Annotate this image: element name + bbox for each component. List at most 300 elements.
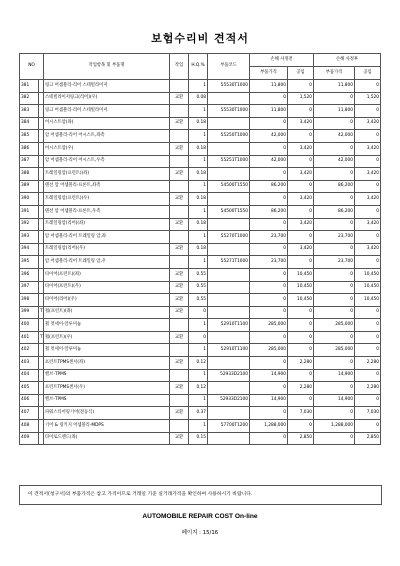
row-before-part: 0 [250, 268, 288, 281]
row-before-labor: 7,030 [288, 407, 314, 420]
row-code: 55271T1000 [208, 256, 250, 269]
row-no: 400 [20, 319, 39, 332]
row-item: 밸브-TPMS [44, 369, 170, 382]
row-item: 암 어셈블리-리어 트레일링 암,좌 [44, 231, 170, 244]
row-before-labor: 3,420 [288, 218, 314, 231]
row-before-part: 0 [250, 294, 288, 307]
row-before-part: 0 [250, 218, 288, 231]
row-work: 교환 [170, 268, 189, 281]
row-before-labor: 0 [288, 231, 314, 244]
row-after-labor: 0 [355, 155, 381, 168]
row-before-part: 0 [250, 432, 288, 445]
row-no: 398 [20, 294, 39, 307]
table-row [20, 407, 381, 420]
row-item: 기어 & 링키지 어셈블리-MDPS [44, 420, 170, 433]
row-item: 텐션 암 어셈블리-프론트,우측 [44, 205, 170, 218]
row-code [208, 193, 250, 206]
row-after-part: 1,288,000 [314, 420, 355, 433]
row-after-part: 0 [314, 306, 355, 319]
row-after-part: 14,900 [314, 369, 355, 382]
row-code [208, 281, 250, 294]
row-code: 55250T1000 [208, 130, 250, 143]
row-code [208, 407, 250, 420]
row-before-labor: 3,420 [288, 243, 314, 256]
row-no: 407 [20, 407, 39, 420]
row-qty: 1 [189, 180, 208, 193]
row-qty: 0.55 [189, 268, 208, 281]
row-code [208, 357, 250, 370]
row-no: 396 [20, 268, 39, 281]
row-before-part: 0 [250, 117, 288, 130]
table-row [20, 420, 381, 433]
row-no: 390 [20, 193, 39, 206]
row-qty: 1 [189, 394, 208, 407]
row-no: 397 [20, 281, 39, 294]
row-qty: 1 [189, 80, 208, 93]
row-after-part: 0 [314, 193, 355, 206]
row-after-labor: 10,450 [355, 281, 381, 294]
row-item: 휠(프런트)(좌) [44, 306, 170, 319]
row-mark: T [39, 331, 44, 344]
row-before-labor: 3,420 [288, 168, 314, 181]
row-code: 52933D2100 [208, 369, 250, 382]
row-no: 388 [20, 168, 39, 181]
row-after-part: 0 [314, 92, 355, 105]
row-work: 교환 [170, 357, 189, 370]
page-title: 보험수리비 견적서 [151, 32, 249, 45]
row-qty: 0.15 [189, 432, 208, 445]
row-no: 404 [20, 369, 39, 382]
row-after-labor: 0 [355, 130, 381, 143]
row-work: 교환 [170, 117, 189, 130]
row-qty: 0.18 [189, 218, 208, 231]
row-work [170, 205, 189, 218]
row-before-labor: 0 [288, 80, 314, 93]
header-no: NO [20, 54, 44, 80]
row-after-labor: 2,850 [355, 432, 381, 445]
row-after-part: 0 [314, 243, 355, 256]
table-row [20, 117, 381, 130]
row-after-part: 11,800 [314, 105, 355, 118]
row-code [208, 306, 250, 319]
footer-title: AUTOMOBILE REPAIR COST On-line [142, 513, 258, 520]
row-work [170, 155, 189, 168]
row-code [208, 268, 250, 281]
estimate-table [19, 53, 381, 445]
row-after-labor: 10,450 [355, 268, 381, 281]
header-after-labor: 공임 [355, 67, 381, 80]
row-work: 교환 [170, 331, 189, 344]
header-row [20, 54, 381, 67]
row-before-part: 42,000 [250, 155, 288, 168]
row-before-labor: 0 [288, 130, 314, 143]
table-row [20, 319, 381, 332]
row-work: 교환 [170, 281, 189, 294]
row-after-labor: 0 [355, 331, 381, 344]
row-qty: 0 [189, 331, 208, 344]
row-before-part: 23,700 [250, 231, 288, 244]
row-code: 54500T1550 [208, 180, 250, 193]
row-before-part: 285,000 [250, 319, 288, 332]
row-item: 파워스티어링기어(전동식) [44, 407, 170, 420]
row-no: 392 [20, 218, 39, 231]
header-after-part: 부품가격 [314, 67, 355, 80]
row-item: 트레일링암(리어)(좌) [44, 218, 170, 231]
row-no: 395 [20, 256, 39, 269]
row-qty: 0.18 [189, 142, 208, 155]
row-item: 암 어셈블리-리어 어시스트,우측 [44, 155, 170, 168]
row-work: 교환 [170, 92, 189, 105]
row-after-part: 285,000 [314, 344, 355, 357]
row-after-labor: 2,280 [355, 382, 381, 395]
row-after-labor: 3,420 [355, 193, 381, 206]
row-after-labor: 2,280 [355, 357, 381, 370]
row-before-part: 42,000 [250, 130, 288, 143]
row-after-part: 14,900 [314, 394, 355, 407]
row-item: 휠 엇세이-알루미늄 [44, 319, 170, 332]
row-after-part: 23,700 [314, 256, 355, 269]
row-before-labor: 0 [288, 344, 314, 357]
row-item: 어시스트암(좌) [44, 117, 170, 130]
row-qty: 0.18 [189, 243, 208, 256]
row-code [208, 142, 250, 155]
row-after-labor: 3,420 [355, 142, 381, 155]
table-row [20, 243, 381, 256]
row-before-part: 23,700 [250, 256, 288, 269]
row-after-labor: 7,030 [355, 407, 381, 420]
row-before-labor: 2,280 [288, 382, 314, 395]
row-after-labor: 3,420 [355, 243, 381, 256]
row-before-part: 0 [250, 168, 288, 181]
table-row [20, 394, 381, 407]
row-work: 교환 [170, 193, 189, 206]
row-before-part: 0 [250, 92, 288, 105]
row-item: 암 어셈블리-리어 트레일링 암,우 [44, 256, 170, 269]
row-after-part: 0 [314, 168, 355, 181]
row-qty: 0.12 [189, 382, 208, 395]
row-item: 트레일링암(리어)(우) [44, 243, 170, 256]
row-before-part: 0 [250, 281, 288, 294]
row-code [208, 168, 250, 181]
header-before-part: 부품가격 [250, 67, 288, 80]
row-no: 393 [20, 231, 39, 244]
table-row [20, 180, 381, 193]
row-work [170, 369, 189, 382]
row-code [208, 382, 250, 395]
row-before-part: 0 [250, 382, 288, 395]
table-row [20, 357, 381, 370]
row-before-part: 14,900 [250, 394, 288, 407]
row-before-labor: 0 [288, 205, 314, 218]
row-no: 391 [20, 205, 39, 218]
row-work: 교환 [170, 243, 189, 256]
row-code [208, 432, 250, 445]
row-code: 52933D2100 [208, 394, 250, 407]
row-work: 교환 [170, 306, 189, 319]
row-code [208, 218, 250, 231]
row-item: 타이로드엔드(좌) [44, 432, 170, 445]
table-row [20, 92, 381, 105]
row-after-part: 42,000 [314, 130, 355, 143]
row-item: 텐션 암 어셈블리-프론트,좌측 [44, 180, 170, 193]
row-qty: 1 [189, 231, 208, 244]
row-no: 381 [20, 80, 39, 93]
row-before-labor: 10,450 [288, 268, 314, 281]
row-before-labor: 0 [288, 306, 314, 319]
row-before-labor: 0 [288, 420, 314, 433]
row-after-part: 86,200 [314, 180, 355, 193]
row-before-part: 0 [250, 407, 288, 420]
row-before-part: 1,288,000 [250, 420, 288, 433]
row-after-labor: 0 [355, 319, 381, 332]
row-work [170, 130, 189, 143]
row-item: 트레일링암(프런트)(우) [44, 193, 170, 206]
row-after-labor: 0 [355, 180, 381, 193]
row-before-labor: 2,850 [288, 432, 314, 445]
row-qty: 0.55 [189, 281, 208, 294]
row-work [170, 231, 189, 244]
row-after-labor: 0 [355, 256, 381, 269]
row-after-labor: 3,420 [355, 218, 381, 231]
row-work [170, 420, 189, 433]
row-qty: 0 [189, 306, 208, 319]
row-no: 405 [20, 382, 39, 395]
row-item: 타이어(프런트)(우) [44, 281, 170, 294]
row-no: 409 [20, 432, 39, 445]
row-code [208, 92, 250, 105]
table-row [20, 331, 381, 344]
row-work [170, 394, 189, 407]
row-before-part: 11,800 [250, 105, 288, 118]
row-before-labor: 3,420 [288, 117, 314, 130]
table-row [20, 130, 381, 143]
row-item: 링크 어셈블리-리어 스테빌라이저 [44, 80, 170, 93]
row-after-labor: 0 [355, 369, 381, 382]
header-qty: H.Q.% [189, 54, 208, 80]
row-after-labor: 0 [355, 231, 381, 244]
header-work: 작업 [170, 54, 189, 80]
table-row [20, 205, 381, 218]
row-qty: 1 [189, 256, 208, 269]
row-after-part: 23,700 [314, 231, 355, 244]
table-row [20, 218, 381, 231]
row-qty: 0.18 [189, 117, 208, 130]
row-after-part: 0 [314, 218, 355, 231]
row-item: 프런트TPMS센서(좌) [44, 357, 170, 370]
row-qty: 1 [189, 319, 208, 332]
row-item: 어시스트암(우) [44, 142, 170, 155]
row-work: 교환 [170, 432, 189, 445]
row-mark: T [39, 306, 44, 319]
estimate-rows [20, 80, 381, 445]
row-item: 밸브-TPMS [44, 394, 170, 407]
row-code [208, 117, 250, 130]
row-qty: 1 [189, 420, 208, 433]
header-item: 작업항목 및 부품명 [44, 54, 170, 80]
row-before-part: 86,200 [250, 180, 288, 193]
row-before-part: 0 [250, 243, 288, 256]
row-qty: 1 [189, 130, 208, 143]
row-after-part: 0 [314, 281, 355, 294]
row-before-labor: 0 [288, 256, 314, 269]
row-before-labor: 10,450 [288, 281, 314, 294]
row-code: 57700T1200 [208, 420, 250, 433]
row-no: 384 [20, 117, 39, 130]
row-work [170, 80, 189, 93]
row-no: 403 [20, 357, 39, 370]
row-before-labor: 0 [288, 180, 314, 193]
row-before-part: 11,800 [250, 80, 288, 93]
row-code: 52910T1100 [208, 319, 250, 332]
row-code [208, 331, 250, 344]
row-before-labor: 3,420 [288, 142, 314, 155]
table-row [20, 432, 381, 445]
row-no: 385 [20, 130, 39, 143]
header-code: 부품코드 [208, 54, 250, 80]
row-after-part: 0 [314, 117, 355, 130]
row-after-labor: 3,420 [355, 168, 381, 181]
row-no: 408 [20, 420, 39, 433]
row-work [170, 319, 189, 332]
row-work: 교환 [170, 294, 189, 307]
row-after-part: 0 [314, 432, 355, 445]
row-no: 402 [20, 344, 39, 357]
table-row [20, 369, 381, 382]
row-no: 401 [20, 331, 39, 344]
row-before-labor: 2,280 [288, 357, 314, 370]
row-after-part: 285,000 [314, 319, 355, 332]
row-work [170, 344, 189, 357]
row-before-labor: 0 [288, 105, 314, 118]
row-qty: 0.18 [189, 168, 208, 181]
row-before-part: 0 [250, 306, 288, 319]
row-qty: 1 [189, 155, 208, 168]
row-after-part: 0 [314, 142, 355, 155]
row-item: 암 어셈블리-리어 어시스트,좌측 [44, 130, 170, 143]
header-before: 손해 사정전 [250, 54, 314, 67]
row-qty: 0.18 [189, 193, 208, 206]
table-row [20, 306, 381, 319]
row-before-labor: 0 [288, 369, 314, 382]
row-before-labor: 0 [288, 319, 314, 332]
table-row [20, 268, 381, 281]
row-item: 스테빌라이저링크(리어)(우) [44, 92, 170, 105]
row-qty: 0.55 [189, 294, 208, 307]
row-item: 휠 엇세이-알루미늄 [44, 344, 170, 357]
header-before-labor: 공임 [288, 67, 314, 80]
row-work [170, 105, 189, 118]
row-item: 타이어(리어)(우) [44, 294, 170, 307]
row-qty: 0.37 [189, 407, 208, 420]
table-row [20, 294, 381, 307]
row-after-labor: 0 [355, 105, 381, 118]
row-after-part: 0 [314, 357, 355, 370]
header-after: 손해 사정후 [314, 54, 381, 67]
table-row [20, 142, 381, 155]
row-after-part: 42,000 [314, 155, 355, 168]
table-row [20, 231, 381, 244]
row-code: 52910T1100 [208, 344, 250, 357]
row-before-part: 0 [250, 357, 288, 370]
row-qty: 1 [189, 205, 208, 218]
row-code: 54500T1550 [208, 205, 250, 218]
row-after-labor: 0 [355, 344, 381, 357]
table-row [20, 155, 381, 168]
row-no: 382 [20, 92, 39, 105]
row-before-labor: 0 [288, 394, 314, 407]
row-code: 55270T1000 [208, 231, 250, 244]
row-work: 교환 [170, 168, 189, 181]
row-after-labor: 0 [355, 80, 381, 93]
table-row [20, 344, 381, 357]
row-after-part: 0 [314, 331, 355, 344]
row-after-part: 0 [314, 407, 355, 420]
row-item: 링크 어셈블리-리어 스테빌라이저 [44, 105, 170, 118]
row-item: 타이어(프런트)(좌) [44, 268, 170, 281]
table-row [20, 80, 381, 93]
row-no: 383 [20, 105, 39, 118]
row-work: 교환 [170, 218, 189, 231]
row-after-labor: 0 [355, 205, 381, 218]
row-after-labor: 0 [355, 394, 381, 407]
row-qty: 1 [189, 369, 208, 382]
row-before-labor: 1,520 [288, 92, 314, 105]
row-before-labor: 3,420 [288, 193, 314, 206]
row-qty: 0.08 [189, 92, 208, 105]
row-before-labor: 10,450 [288, 294, 314, 307]
price-notice: 이 견적서(청구서)의 부품가격은 참고 가격이므로 거래일 기준 실거래가격을 확인하여 사용하시기 바랍니다. [19, 485, 382, 505]
row-before-part: 86,200 [250, 205, 288, 218]
row-before-part: 0 [250, 193, 288, 206]
row-after-labor: 0 [355, 420, 381, 433]
table-row [20, 193, 381, 206]
row-item: 프런트TPMS센서(우) [44, 382, 170, 395]
row-work: 교환 [170, 382, 189, 395]
row-before-part: 0 [250, 142, 288, 155]
row-qty: 0.12 [189, 357, 208, 370]
row-item: 트레일링암(프런트)(좌) [44, 168, 170, 181]
row-after-labor: 10,450 [355, 294, 381, 307]
table-row [20, 256, 381, 269]
row-work: 교환 [170, 407, 189, 420]
row-no: 399 [20, 306, 39, 319]
row-after-part: 0 [314, 382, 355, 395]
row-work: 교환 [170, 142, 189, 155]
row-code: 55530T1000 [208, 80, 250, 93]
row-after-part: 11,800 [314, 80, 355, 93]
row-after-part: 0 [314, 268, 355, 281]
table-row [20, 382, 381, 395]
row-no: 389 [20, 180, 39, 193]
row-no: 386 [20, 142, 39, 155]
row-after-labor: 3,420 [355, 117, 381, 130]
row-before-part: 285,000 [250, 344, 288, 357]
row-before-part: 0 [250, 331, 288, 344]
row-item: 휠(프런트)(우) [44, 331, 170, 344]
row-qty: 1 [189, 344, 208, 357]
page-number: 페이지 : 15/16 [181, 530, 219, 536]
row-work [170, 180, 189, 193]
row-no: 387 [20, 155, 39, 168]
row-after-labor: 1,520 [355, 92, 381, 105]
row-before-labor: 0 [288, 331, 314, 344]
row-before-labor: 0 [288, 155, 314, 168]
row-before-part: 14,900 [250, 369, 288, 382]
row-after-labor: 0 [355, 306, 381, 319]
row-code [208, 294, 250, 307]
row-code: 55530T1000 [208, 105, 250, 118]
row-no: 394 [20, 243, 39, 256]
